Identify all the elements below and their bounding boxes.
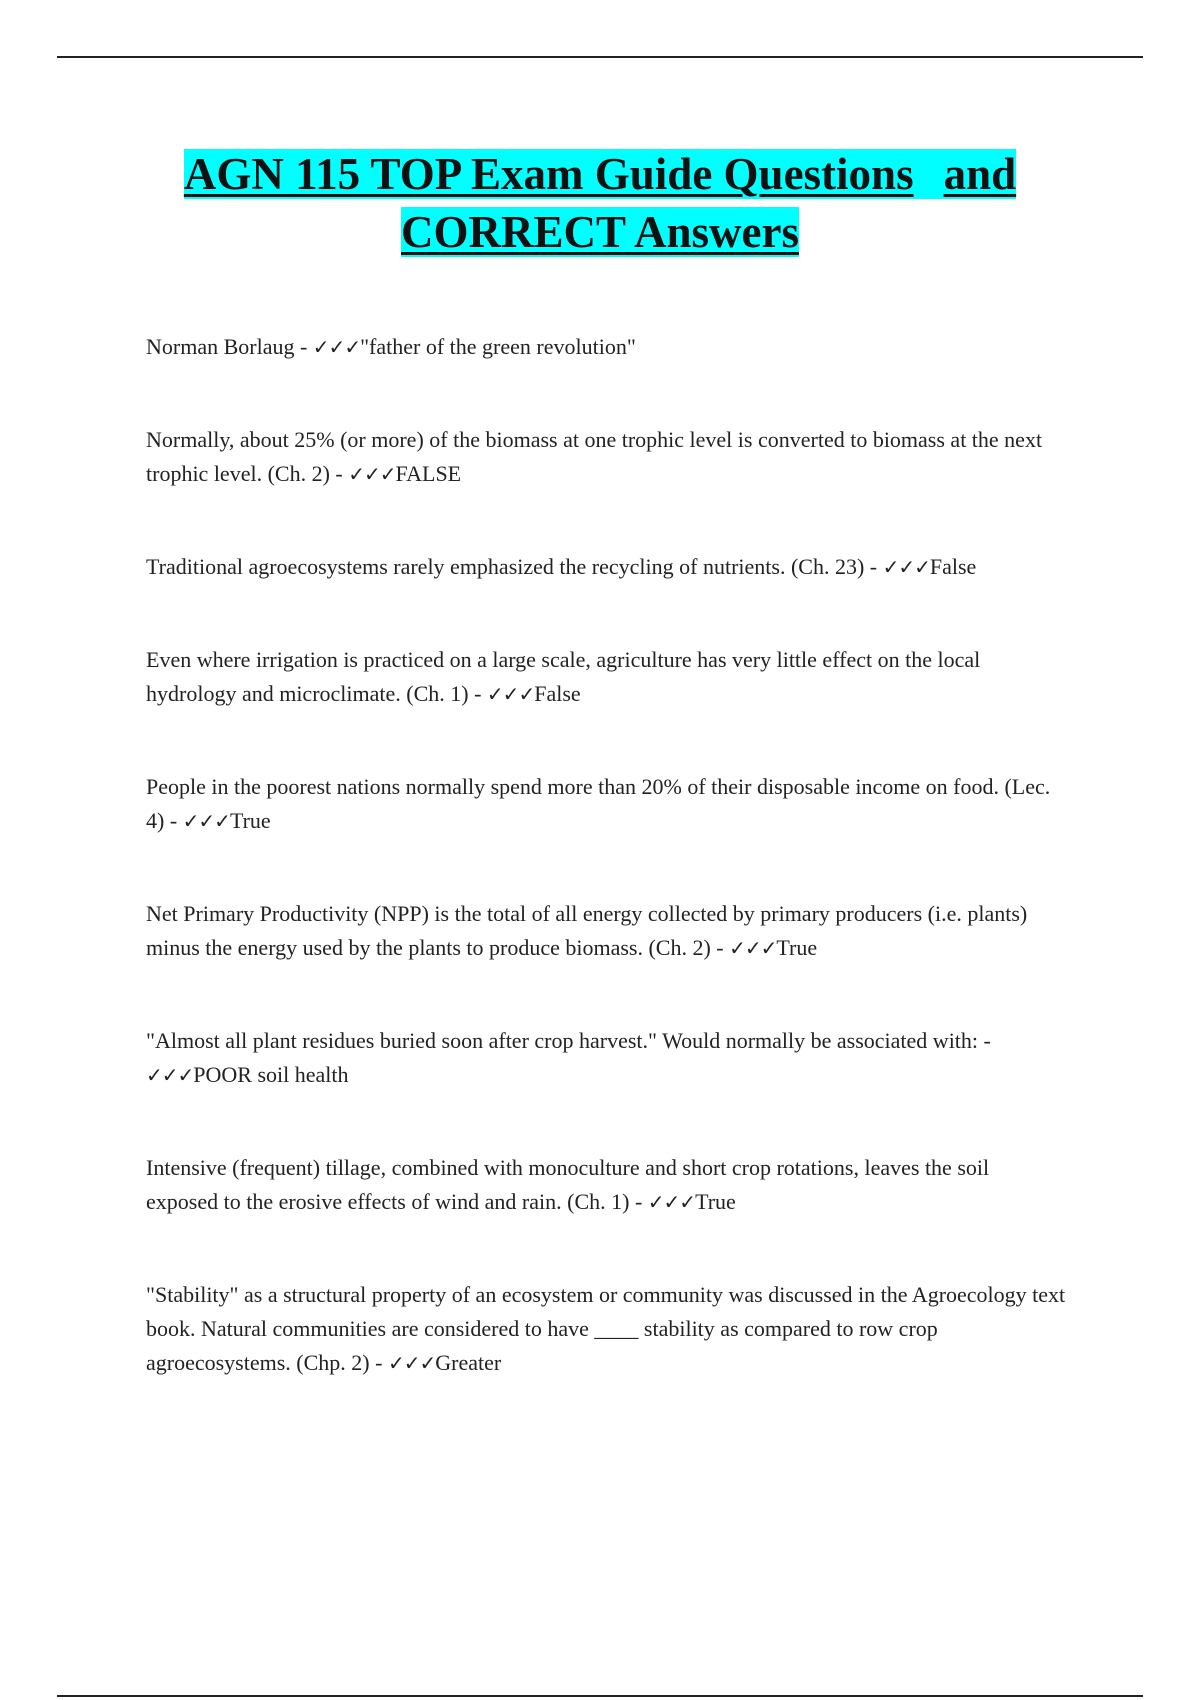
- check-mark-icon: ✓✓✓: [312, 335, 361, 359]
- answer-text: True: [776, 935, 818, 960]
- check-mark-icon: ✓✓✓: [146, 1063, 194, 1087]
- question-text: "Stability" as a structural property of an ecosystem or community was discussed in the Agroecology text book. Natural communities are considered to have ____ stability as compared to row crop agroecosystems. (Chp. 2) -: [146, 1282, 1066, 1375]
- check-mark-icon: ✓✓✓: [387, 1351, 436, 1375]
- qa-item: [146, 1278, 1066, 1380]
- qa-item: [146, 1151, 1066, 1219]
- check-mark-icon: ✓✓✓: [882, 555, 930, 579]
- title-text-1-end: and: [943, 149, 1017, 199]
- top-rule: [57, 56, 1143, 58]
- qa-item: [146, 897, 1066, 965]
- bottom-rule: [57, 1695, 1143, 1697]
- answer-text: "father of the green revolution": [360, 334, 636, 359]
- check-mark-icon: ✓✓✓: [348, 462, 396, 486]
- qa-item: [146, 643, 1066, 711]
- qa-item: [146, 330, 1066, 364]
- answer-text: False: [929, 554, 977, 579]
- question-text: Traditional agroecosystems rarely emphasized the recycling of nutrients. (Ch. 23) -: [146, 554, 878, 579]
- question-text: People in the poorest nations normally spend more than 20% of their disposable income on food. (Lec. 4) -: [146, 774, 1051, 833]
- question-text: Norman Borlaug -: [146, 334, 308, 359]
- answer-text: False: [534, 681, 581, 706]
- title-text-1: AGN 115 TOP Exam Guide Questions: [183, 149, 914, 199]
- question-text: Normally, about 25% (or more) of the biomass at one trophic level is converted to biomass at the next trophic level. (Ch. 2) -: [146, 427, 1043, 486]
- question-text: Even where irrigation is practiced on a large scale, agriculture has very little effect on the local hydrology and microclimate. (Ch. 1) -: [146, 647, 981, 706]
- qa-item: [146, 770, 1066, 838]
- answer-text: Greater: [435, 1350, 502, 1375]
- check-mark-icon: ✓✓✓: [729, 936, 777, 960]
- answer-text: FALSE: [395, 461, 462, 486]
- qa-list: [146, 330, 1066, 1380]
- check-mark-icon: ✓✓✓: [182, 809, 230, 833]
- qa-item: [146, 1024, 1066, 1092]
- question-text: Net Primary Productivity (NPP) is the total of all energy collected by primary producers (i.e. plants) minus the energy used by the plants to produce biomass. (Ch. 2) -: [146, 901, 1028, 960]
- question-text: Intensive (frequent) tillage, combined with monoculture and short crop rotations, leaves the soil exposed to the erosive effects of wind and rain. (Ch. 1) -: [146, 1155, 990, 1214]
- title-line-1: [184, 149, 1016, 199]
- answer-text: True: [695, 1189, 736, 1214]
- check-mark-icon: ✓✓✓: [647, 1190, 696, 1214]
- qa-item: [146, 550, 1066, 584]
- qa-item: [146, 423, 1066, 491]
- answer-text: True: [229, 808, 271, 833]
- answer-text: POOR soil health: [193, 1062, 349, 1087]
- title-line-2: CORRECT Answers: [401, 207, 799, 257]
- question-text: "Almost all plant residues buried soon after crop harvest." Would normally be associated with: -: [146, 1028, 991, 1053]
- check-mark-icon: ✓✓✓: [486, 682, 535, 706]
- document-title: [100, 145, 1100, 261]
